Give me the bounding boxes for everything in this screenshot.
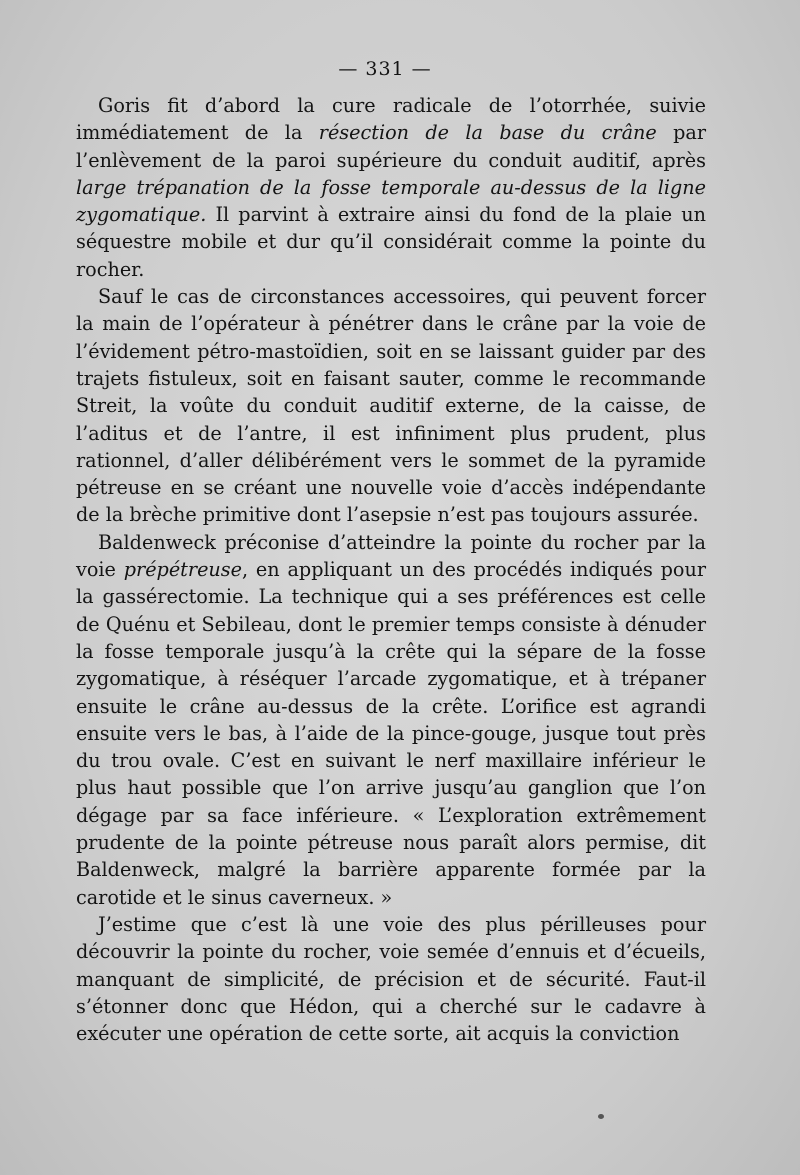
paragraph xyxy=(76,92,706,283)
page-number: — 331 — xyxy=(338,58,432,80)
text-run: Sauf le cas de circonstances accessoires, qui peuvent forcer la main de l’opérateur à pénétrer dans le crâne par la voie de l’évidement pétro-mastoïdien, soit en se laissant guider par des trajets fistuleux, soit en faisant sauter, comme le recommande Streit, la voûte du conduit auditif externe, de la caisse, de l’aditus et de l’antre, il est infiniment plus prudent, plus rationnel, d’aller délibérément vers le sommet de la pyramide pétreuse en se créant une nouvelle voie d’accès indépendante de la brèche primitive dont l’asepsie n’est pas toujours assurée. xyxy=(76,285,706,527)
text-run: Baldenweck préconise d’atteindre la pointe du rocher par la voie xyxy=(76,530,706,582)
ink-speck xyxy=(598,1114,604,1119)
italic-text: large trépanation de la fosse temporale au-dessus de la ligne zygomatique. xyxy=(76,175,706,227)
text-run: par l’enlèvement de la paroi supérieure du conduit auditif, après xyxy=(76,121,707,172)
italic-text: prépétreuse xyxy=(123,558,242,582)
body-text xyxy=(76,92,706,1047)
text-run: Goris fit d’abord la cure radicale de l’otorrhée, suivie immédiatement de la xyxy=(76,94,706,145)
text-run: , en appliquant un des procédés indiqués pour la gassérectomie. La technique qui a ses préférences est celle de Quénu et Sebileau, dont le premier temps consiste à dénuder la fosse temporale jusqu’à la crête qui la sépare de la fosse zygomatique, à réséquer l’arcade zygomatique, et à trépaner ensuite le crâne au-dessus de la crête. L’orifice est agrandi ensuite vers le bas, à l’aide de la pince-gouge, jusque tout près du trou ovale. C’est en suivant le nerf maxillaire inférieur le plus haut possible que l’on arrive jusqu’au ganglion que l’on dégage par sa face inférieure. « L’exploration extrêmement prudente de la pointe pétreuse nous paraît alors permise, dit Baldenweck, malgré la barrière apparente formée par la carotide et le sinus caverneux. » xyxy=(76,558,707,909)
paragraph xyxy=(76,283,706,529)
text-run: J’estime que c’est là une voie des plus périlleuses pour découvrir la pointe du rocher, voie semée d’ennuis et d’écueils, manquant de simplicité, de précision et de sécurité. Faut-il s’étonner donc que Hédon, qui a cherché sur le cadavre à exécuter une opération de cette sorte, ait acquis la conviction xyxy=(76,912,706,1046)
italic-text: résection de la base du crâne xyxy=(318,121,657,145)
text-run: Il parvint à extraire ainsi du fond de la plaie un séquestre mobile et dur qu’il considérait comme la pointe du rocher. xyxy=(76,203,706,281)
paragraph xyxy=(76,911,706,1047)
paragraph xyxy=(76,529,706,911)
